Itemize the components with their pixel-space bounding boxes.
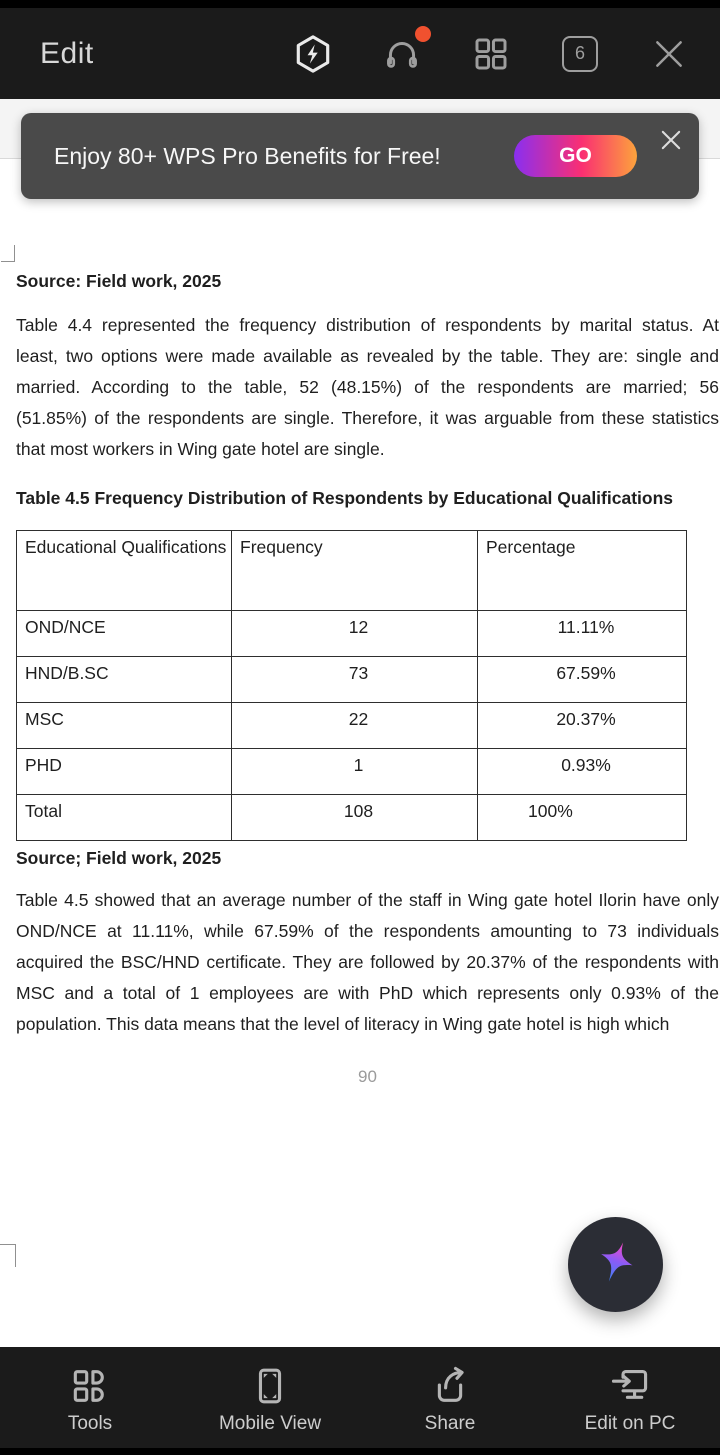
share-icon: [428, 1364, 472, 1408]
cell-qualification: PHD: [17, 749, 232, 795]
lightning-hexagon-icon: [292, 33, 334, 75]
nav-item-edit-on-pc[interactable]: [540, 1347, 720, 1448]
ai-sparkle-icon: [591, 1237, 641, 1292]
header-cell: Percentage: [478, 531, 687, 611]
tools-grid-icon: [68, 1364, 112, 1408]
header-cell: Educational Qualifications: [17, 531, 232, 611]
table-row: [17, 749, 687, 795]
pro-benefits-button[interactable]: [292, 33, 334, 75]
qualifications-table: [16, 530, 687, 841]
table-4-5-caption: Table 4.5 Frequency Distribution of Respondents by Educational Qualifications: [16, 488, 673, 508]
cell-qualification: HND/B.SC: [17, 657, 232, 703]
source-note-bottom: Source; Field work, 2025: [16, 848, 222, 868]
cell-frequency: 12: [232, 611, 478, 657]
table-row-total: [17, 795, 687, 841]
header-cell: Frequency: [232, 531, 478, 611]
page-number: 90: [358, 1067, 377, 1086]
promo-close-button[interactable]: [657, 126, 685, 154]
table-row: [17, 703, 687, 749]
document-page[interactable]: [0, 159, 720, 1092]
cell-percentage: 11.11%: [478, 611, 687, 657]
paragraph-line: OND/NCE at 11.11%, while 67.59% of the respondents amounting to 73 individuals: [16, 921, 719, 941]
close-document-button[interactable]: [648, 33, 690, 75]
promo-go-button[interactable]: GO: [514, 135, 637, 177]
page-count-button[interactable]: [559, 33, 601, 75]
page-count-value: 6: [574, 43, 585, 63]
close-icon: [649, 34, 689, 74]
paragraph-line: married. According to the table, 52 (48.15%) of the respondents are married; 56: [16, 377, 719, 397]
paragraph-table-4-4: [16, 310, 719, 465]
cell-qualification: OND/NCE: [17, 611, 232, 657]
wps-pro-promo-banner[interactable]: [21, 113, 699, 199]
top-toolbar: [0, 8, 720, 99]
edit-mode-label[interactable]: Edit: [40, 36, 94, 70]
ai-assistant-fab[interactable]: [568, 1217, 663, 1312]
cell-percentage: 20.37%: [478, 703, 687, 749]
cell-qualification: MSC: [17, 703, 232, 749]
page-count-badge-icon: [562, 36, 598, 72]
nav-item-mobile-view[interactable]: [180, 1347, 360, 1448]
table-header-row: [17, 531, 687, 611]
nav-label: Mobile View: [218, 1413, 322, 1434]
cell-percentage: 100%: [478, 795, 687, 841]
cell-frequency: 22: [232, 703, 478, 749]
grid-icon: [470, 33, 512, 75]
gesture-bar-strip: [0, 1448, 720, 1455]
paragraph-line: population. This data means that the level of literacy in Wing gate hotel is high which: [16, 1014, 670, 1034]
cell-frequency: 1: [232, 749, 478, 795]
cell-percentage: 67.59%: [478, 657, 687, 703]
promo-message: Enjoy 80+ WPS Pro Benefits for Free!: [54, 142, 441, 169]
page-corner-mark-bottom: [0, 1244, 16, 1267]
support-button[interactable]: [381, 33, 423, 75]
nav-item-share[interactable]: [360, 1347, 540, 1448]
nav-label: Tools: [67, 1413, 113, 1434]
cell-frequency: 73: [232, 657, 478, 703]
table-row: [17, 611, 687, 657]
paragraph-line: Table 4.4 represented the frequency distribution of respondents by marital status. At: [16, 315, 719, 335]
table-row: [17, 657, 687, 703]
cell-frequency: 108: [232, 795, 478, 841]
close-icon: [657, 141, 685, 158]
nav-label: Edit on PC: [584, 1413, 676, 1434]
mobile-view-icon: [248, 1364, 292, 1408]
bottom-navigation: [0, 1347, 720, 1448]
paragraph-line: Table 4.5 showed that an average number of the staff in Wing gate hotel Ilorin have only: [16, 890, 719, 910]
nav-item-tools[interactable]: [0, 1347, 180, 1448]
apps-grid-button[interactable]: [470, 33, 512, 75]
notification-dot: [415, 26, 431, 42]
nav-label: Share: [424, 1413, 476, 1434]
toolbar-actions: [292, 33, 690, 75]
paragraph-line: acquired the BSC/HND certificate. They are followed by 20.37% of the respondents with: [16, 952, 719, 972]
status-bar-strip: [0, 0, 720, 8]
cell-percentage: 0.93%: [478, 749, 687, 795]
cell-qualification: Total: [17, 795, 232, 841]
edit-on-pc-icon: [608, 1364, 652, 1408]
paragraph-line: (51.85%) of the respondents are single. Therefore, it was arguable from these statistics: [16, 408, 719, 428]
source-note-top: Source: Field work, 2025: [16, 271, 222, 291]
paragraph-line: least, two options were made available as revealed by the table. They are: single and: [16, 346, 719, 366]
page-corner-mark-top: [1, 245, 15, 262]
paragraph-table-4-5: [16, 885, 719, 1040]
paragraph-line: that most workers in Wing gate hotel are single.: [16, 439, 385, 459]
paragraph-line: MSC and a total of 1 employees are with PhD which represents only 0.93% of the: [16, 983, 719, 1003]
